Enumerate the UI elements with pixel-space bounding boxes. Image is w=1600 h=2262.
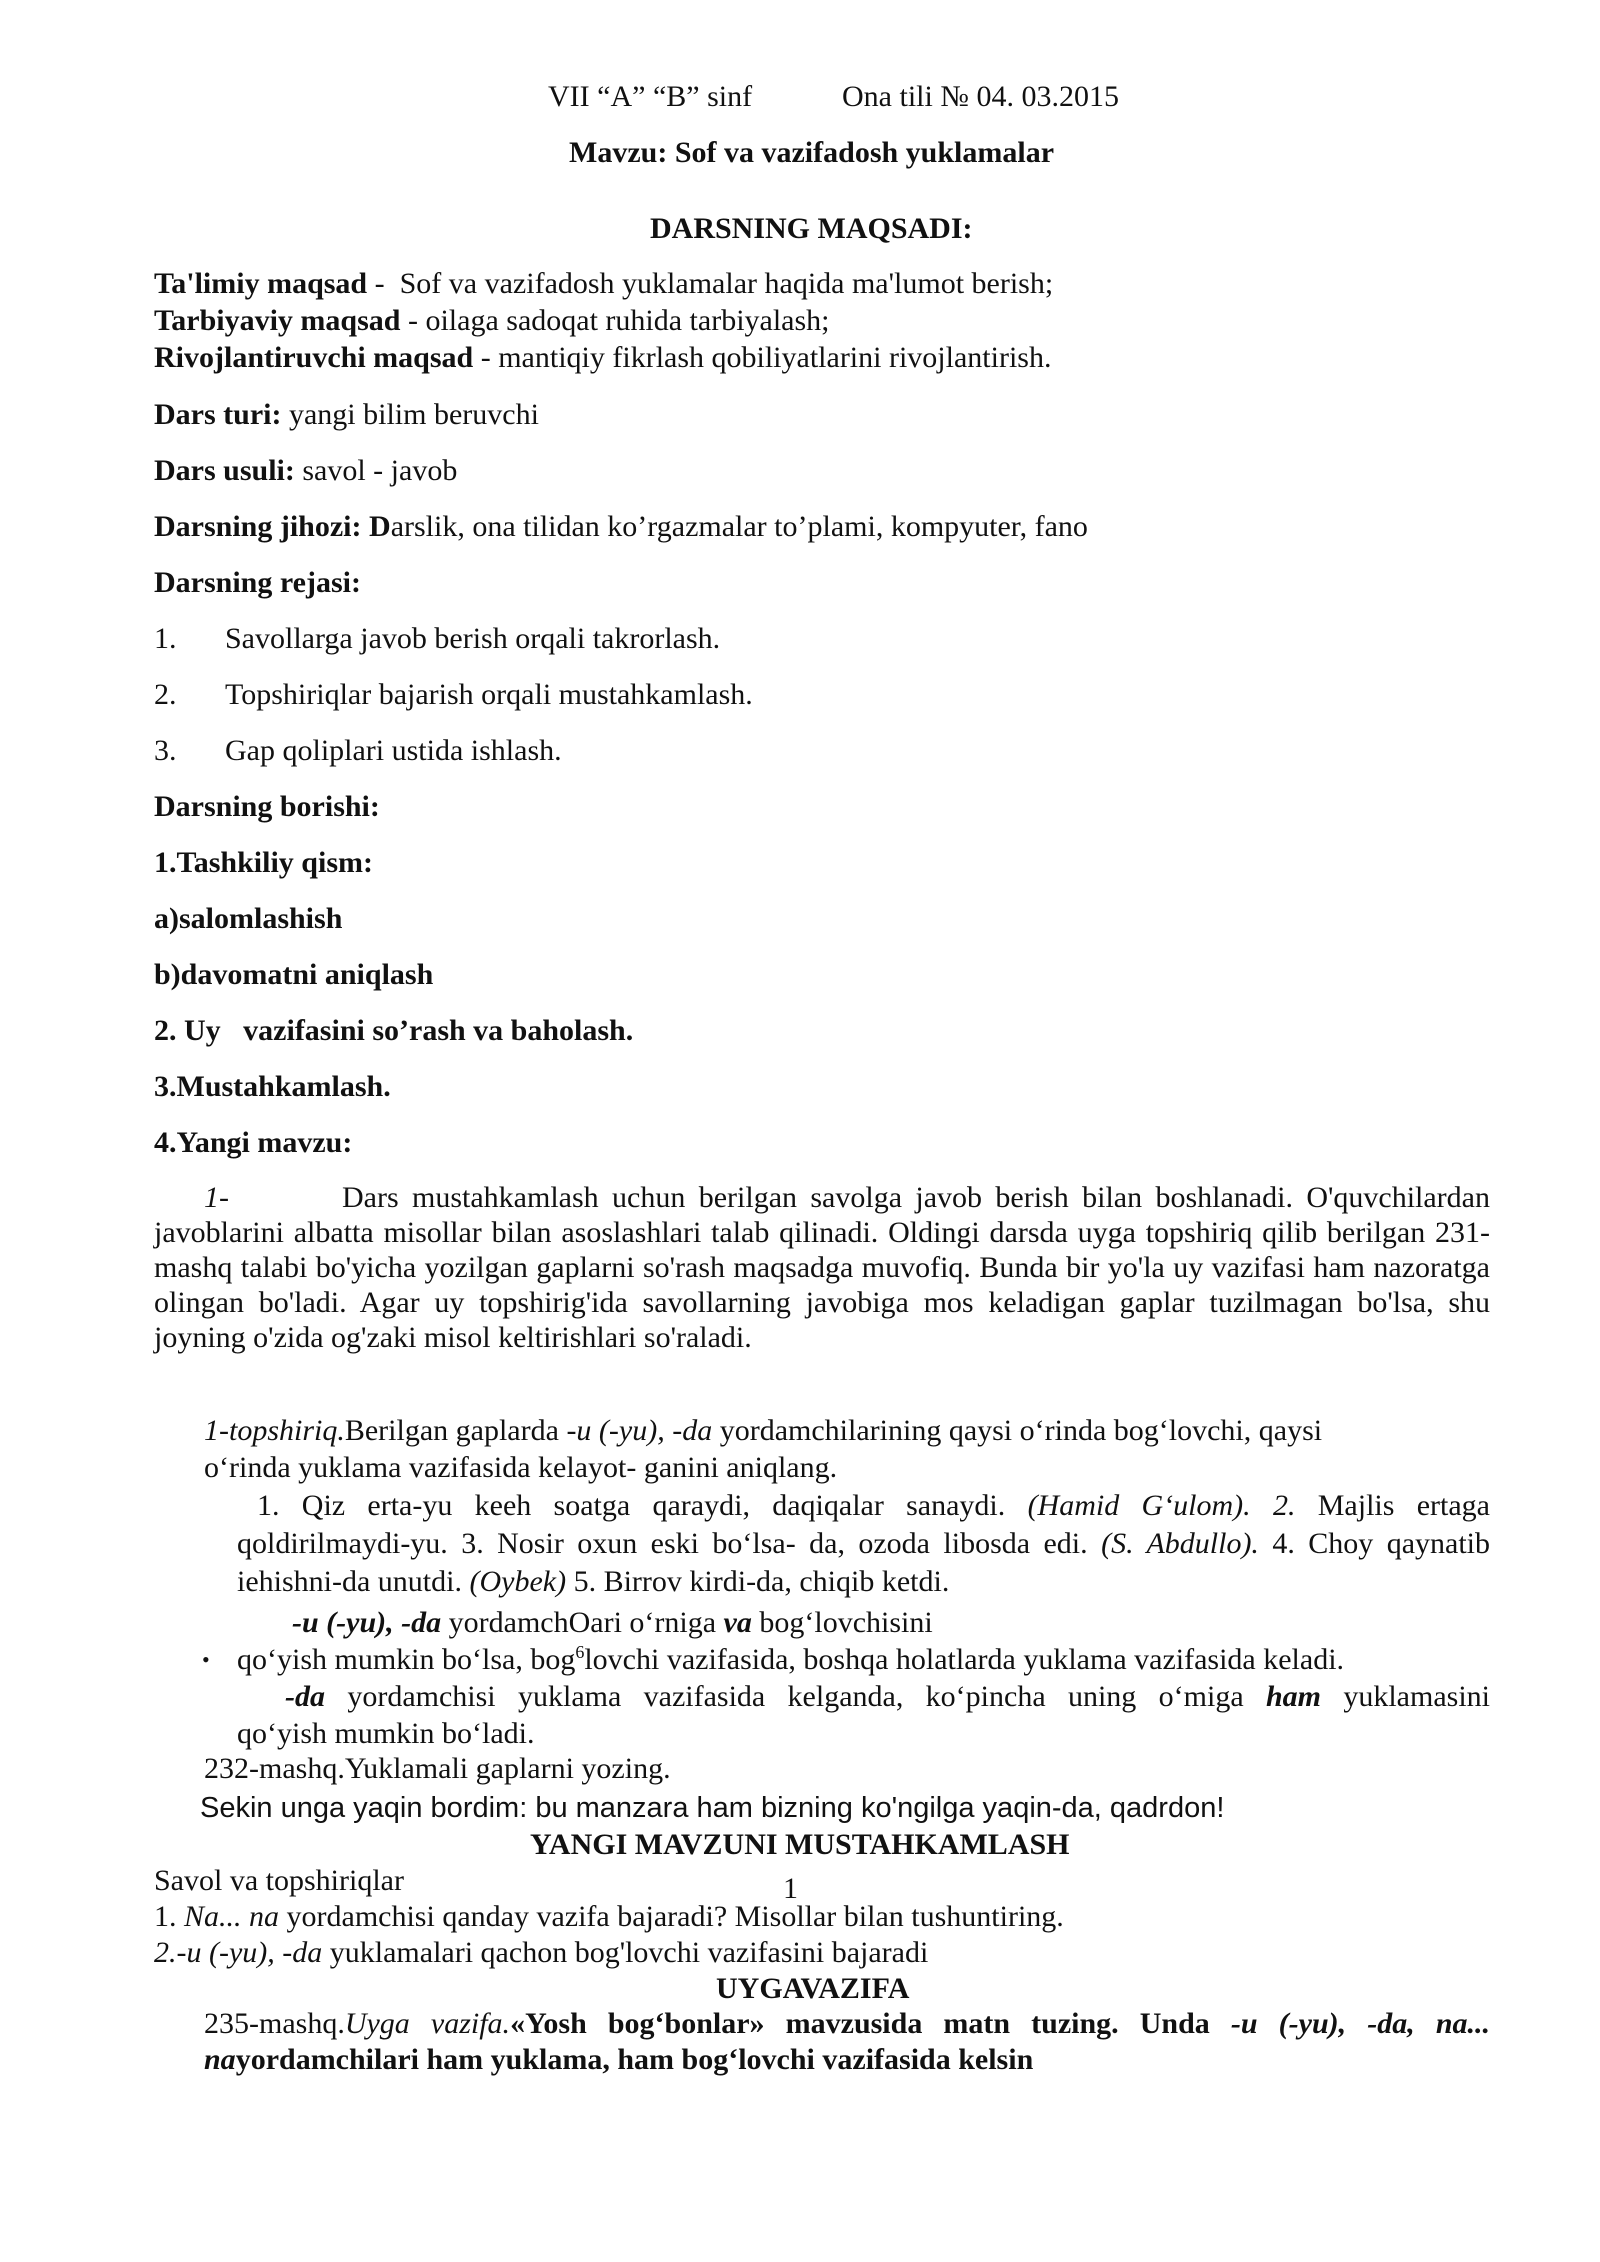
goal-text: Sof va vazifadosh yuklamalar haqida ma'lumot berish; bbox=[399, 267, 1054, 300]
plan-item-number: 3. bbox=[154, 734, 177, 767]
lesson-type-label: Dars turi: bbox=[154, 398, 282, 431]
homework-label: Uyga vazifa. bbox=[344, 2007, 511, 2040]
task-text: yordamchilarining qaysi o‘rinda bog‘lovchi, qaysi bbox=[712, 1414, 1323, 1447]
rule-2-line-1 bbox=[237, 1678, 1490, 1715]
lesson-method-label: Dars usuli: bbox=[154, 454, 295, 487]
plan-heading: Darsning rejasi: bbox=[154, 566, 361, 599]
plan-item bbox=[154, 620, 177, 657]
page-number: 1 bbox=[783, 1872, 798, 1905]
goal-label: Tarbiyaviy maqsad bbox=[154, 304, 401, 337]
question-number: 1. bbox=[154, 1900, 184, 1933]
rule-marker: -u (-yu), -da bbox=[292, 1606, 442, 1639]
homework-bold-text: yordamchilari ham yuklama, ham bog‘lovchi vazifasida kelsin bbox=[235, 2043, 1034, 2076]
homework-heading: UYGAVAZIFA bbox=[716, 1972, 910, 2005]
goal-separator: - bbox=[367, 267, 400, 300]
rule-keyword: va bbox=[723, 1606, 752, 1639]
rule-marker: -da bbox=[285, 1680, 325, 1713]
sentence: 5. Birrov kirdi-da, chiqib ketdi. bbox=[566, 1565, 950, 1598]
homework-bold-text: «Yosh bog‘bonlar» mavzusida matn tuzing. Unda bbox=[510, 2007, 1231, 2040]
task-text: Berilgan gaplarda bbox=[344, 1414, 567, 1447]
lesson-method-value: savol - javob bbox=[294, 454, 458, 487]
rule-1-line-1 bbox=[292, 1604, 933, 1641]
task-1-line-2: o‘rinda yuklama vazifasida kelayot- ganini aniqlang. bbox=[204, 1451, 838, 1484]
paragraph-text: Dars mustahkamlash uchun berilgan savolga javob berish bilan boshlanadi. O'quvchilardan javoblarini albatta misollar bilan asoslashlari talab qilinadi. Oldingi darsda uyga topshiriq qilib berilgan 231-mashq talabi bo'yicha yozilgan gaplarni so'rash maqsadga muvofiq. Bunda bir yo'la uy vazifasi ham nazoratga olingan bo'ladi. Agar uy topshirig'ida savollarning javobiga mos keladigan gaplar tuzilmagan bo'lsa, shu joyning o'zida og'zaki misol keltirishlari so'raladi. bbox=[154, 1181, 1490, 1354]
sentence: Majlis ertaga qoldirilmaydi-yu. 3. Nosir oxun eski bo‘lsa- da, ozoda libosda edi. bbox=[237, 1489, 1498, 1560]
question-text: yuklamalari qachon bog'lovchi vazifasini bajaradi bbox=[322, 1936, 929, 1969]
subject-date: Ona tili № 04. 03.2015 bbox=[842, 80, 1119, 113]
task-1-line-1 bbox=[204, 1412, 1322, 1449]
homework-prefix: 235-mashq. bbox=[204, 2007, 345, 2040]
plan-item bbox=[154, 732, 177, 769]
lesson-topic bbox=[569, 134, 1054, 171]
progress-heading: Darsning borishi: bbox=[154, 790, 380, 823]
question-marker: 2.-u (-yu), -da bbox=[154, 1936, 323, 1969]
plan-item-number: 2. bbox=[154, 678, 177, 711]
goal-label: Ta'limiy maqsad bbox=[154, 267, 368, 300]
progress-step: 4.Yangi mavzu: bbox=[154, 1126, 353, 1159]
goal-separator: - bbox=[473, 341, 499, 374]
header-class-info bbox=[548, 78, 752, 115]
rule-text: bog‘lovchisini bbox=[751, 1606, 933, 1639]
goal-label: Rivojlantiruvchi maqsad bbox=[154, 341, 474, 374]
rule-1-line-2 bbox=[237, 1641, 1344, 1678]
rule-text: yordamchisi yuklama vazifasida kelganda, ko‘pincha uning o‘miga bbox=[325, 1680, 1266, 1713]
task-1-sentences bbox=[237, 1487, 1498, 1601]
author: (Hamid G‘ulom). 2. bbox=[1027, 1489, 1296, 1522]
progress-step: b)davomatni aniqlash bbox=[154, 958, 434, 991]
paragraph-1 bbox=[154, 1180, 1490, 1355]
plan-item-text: Gap qoliplari ustida ishlash. bbox=[225, 734, 562, 767]
header-subject-date bbox=[842, 78, 1119, 115]
rule-text: lovchi vazifasida, boshqa holatlarda yuklama vazifasida keladi. bbox=[584, 1643, 1345, 1676]
superscript: 6 bbox=[575, 1642, 585, 1662]
author: (Oybek) bbox=[469, 1565, 567, 1598]
rule-keyword: ham bbox=[1265, 1680, 1321, 1713]
progress-step: 1.Tashkiliy qism: bbox=[154, 846, 373, 879]
goal-text: mantiqiy fikrlash qobiliyatlarini rivojlantirish. bbox=[498, 341, 1052, 374]
reinforce-heading: YANGI MAVZUNI MUSTAHKAMLASH bbox=[530, 1828, 1070, 1861]
plan-item-number: 1. bbox=[154, 622, 177, 655]
lesson-type-value: yangi bilim beruvchi bbox=[281, 398, 539, 431]
lesson-equipment-value: arslik, ona tilidan ko’rgazmalar to’plami, kompyuter, fano bbox=[390, 510, 1088, 543]
rule-text: qo‘yish mumkin bo‘lsa, bog bbox=[237, 1643, 576, 1676]
goal-text: oilaga sadoqat ruhida tarbiyalash; bbox=[425, 304, 830, 337]
topic-text: Sof va vazifadosh yuklamalar bbox=[674, 136, 1055, 169]
question-marker: Na... na bbox=[184, 1900, 280, 1933]
lesson-equipment-label: Darsning jihozi: D bbox=[154, 510, 391, 543]
goal-item bbox=[154, 265, 1053, 302]
class-info: VII “A” “B” sinf bbox=[548, 80, 753, 113]
plan-item-text: Savollarga javob berish orqali takrorlash. bbox=[225, 622, 721, 655]
progress-step: a)salomlashish bbox=[154, 902, 343, 935]
sentence: 1. Qiz erta-yu keeh soatga qaraydi, daqiqalar sanaydi. bbox=[257, 1489, 1028, 1522]
goals-heading: DARSNING MAQSADI: bbox=[650, 212, 973, 245]
goal-item bbox=[154, 302, 830, 339]
lesson-method bbox=[154, 452, 457, 489]
question-text: yordamchisi qanday vazifa bajaradi? Misollar bilan tushuntiring. bbox=[279, 1900, 1064, 1933]
homework-markers: -u (-yu), -da, na... na bbox=[204, 2007, 1490, 2076]
lesson-equipment bbox=[154, 508, 1088, 545]
exercise-232-title: 232-mashq.Yuklamali gaplarni yozing. bbox=[204, 1752, 671, 1785]
progress-step: 3.Mustahkamlash. bbox=[154, 1070, 391, 1103]
questions-label: Savol va topshiriqlar bbox=[154, 1864, 404, 1897]
topic-label: Mavzu: bbox=[569, 136, 668, 169]
exercise-232-sentence: Sekin unga yaqin bordim: bu manzara ham bizning ko'ngilga yaqin-da, qadrdon! bbox=[200, 1792, 1225, 1824]
paragraph-number: 1- bbox=[204, 1181, 229, 1214]
task-markers: -u (-yu), -da bbox=[566, 1414, 713, 1447]
sentence: 4. Choy qaynatib iehishni-da unutdi. bbox=[237, 1527, 1498, 1598]
goal-separator: - bbox=[400, 304, 426, 337]
lesson-type bbox=[154, 396, 539, 433]
rule-2-line-2: qo‘yish mumkin bo‘ladi. bbox=[237, 1717, 535, 1750]
rule-text: yuklamasini bbox=[1321, 1680, 1490, 1713]
plan-item bbox=[154, 676, 177, 713]
progress-step: 2. Uy vazifasini so’rash va baholash. bbox=[154, 1014, 634, 1047]
question-2 bbox=[154, 1934, 928, 1971]
plan-item-text: Topshiriqlar bajarish orqali mustahkamlash. bbox=[225, 678, 753, 711]
task-label: 1-topshiriq. bbox=[204, 1414, 345, 1447]
question-1 bbox=[154, 1898, 1064, 1935]
homework-text bbox=[204, 2006, 1490, 2078]
rule-text: yordamchOari o‘rniga bbox=[441, 1606, 724, 1639]
author: (S. Abdullo). bbox=[1101, 1527, 1259, 1560]
bullet: • bbox=[202, 1647, 210, 1672]
goal-item bbox=[154, 339, 1051, 376]
